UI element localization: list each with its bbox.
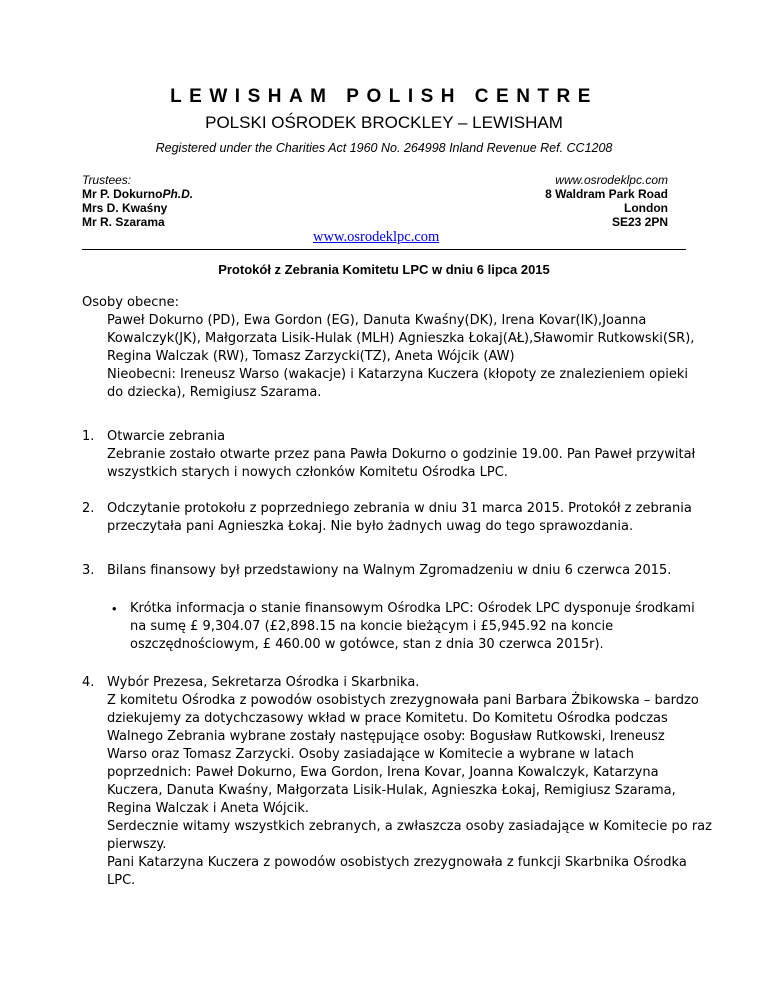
item-4-line: dziekujemy za dotychczasowy wkład w prace Komitetu. Do Komitetu Ośrodka podczas [107, 711, 668, 726]
registration-info: Registered under the Charities Act 1960 No. 264998 Inland Revenue Ref. CC1208 [155, 141, 613, 155]
document-title: Protokół z Zebrania Komitetu LPC w dniu 6 lipca 2015 [218, 262, 550, 277]
bullet-marker: • [112, 601, 117, 616]
item-3-line: Bilans finansowy był przedstawiony na Walnym Zgromadzeniu w dniu 6 czerwca 2015. [107, 563, 672, 578]
financial-summary [130, 600, 695, 654]
item-1-number: 1. [82, 429, 95, 444]
item-4-line: Regina Walczak i Aneta Wójcik. [107, 801, 309, 816]
item-1-line: Otwarcie zebrania [107, 429, 226, 444]
item-4-line: Kuczera, Danuta Kwaśny, Małgorzata Lisik-Hulak, Agnieszka Łokaj, Remigiusz Szarama, [107, 783, 676, 798]
attendees-line: do dziecka), Remigiusz Szarama. [107, 385, 322, 400]
address-website: www.osrodeklpc.com [555, 173, 668, 187]
trustees-label: Trustees: [82, 173, 132, 187]
attendees-line: Regina Walczak (RW), Tomasz Zarzycki(TZ), Aneta Wójcik (AW) [107, 349, 515, 364]
item-2 [107, 500, 692, 536]
item-4-line: poprzednich: Paweł Dokurno, Ewa Gordon, Irena Kovar, Joanna Kowalczyk, Katarzyna [107, 765, 659, 780]
attendees-heading [82, 294, 179, 312]
attendees-line: Nieobecni: Ireneusz Warso (wakacje) i Katarzyna Kuczera (kłopoty ze znalezieniem opieki [107, 367, 689, 382]
trustee-1 [82, 187, 193, 201]
item-4-line: LPC. [107, 873, 136, 888]
address-line-2: London [624, 201, 668, 215]
address-line-3: SE23 2PN [611, 215, 668, 229]
attendees-list [107, 312, 694, 402]
trustee-1-name: Mr P. Dokurno [82, 187, 163, 201]
trustee-3: Mr R. Szarama [82, 215, 165, 229]
website-link[interactable]: www.osrodeklpc.com [313, 229, 440, 245]
item-1 [107, 428, 695, 482]
organization-subtitle: POLSKI OŚRODEK BROCKLEY – LEWISHAM [205, 113, 563, 132]
item-4-line: Walnego Zebrania wybrane zostały następujące osoby: Bogusław Rutkowski, Ireneusz [107, 729, 665, 744]
attendees-line: Paweł Dokurno (PD), Ewa Gordon (EG), Danuta Kwaśny(DK), Irena Kovar(IK),Joanna [107, 313, 647, 328]
attendees-heading-text: Osoby obecne: [82, 295, 180, 310]
trustees-block [82, 173, 193, 229]
organization-title: LEWISHAM POLISH CENTRE [170, 86, 598, 107]
address-block [545, 173, 668, 229]
item-1-line: wszystkich starych i nowych członków Komitetu Ośrodka LPC. [107, 465, 508, 480]
financial-summary-line: na sumę £ 9,304.07 (£2,898.15 na koncie bieżącym i £5,945.92 na koncie [130, 619, 614, 634]
item-4-line: Pani Katarzyna Kuczera z powodów osobistych zrezygnowała z funkcji Skarbnika Ośrodka [107, 855, 687, 870]
financial-summary-line: oszczędnościowym, £ 460.00 w gotówce, stan z dnia 30 czerwca 2015r). [130, 637, 604, 652]
item-1-line: Zebranie zostało otwarte przez pana Pawła Dokurno o godzinie 19.00. Pan Paweł przywitał [107, 447, 696, 462]
item-3 [107, 562, 671, 580]
item-4-line: pierwszy. [107, 837, 167, 852]
item-2-number: 2. [82, 501, 95, 516]
item-4-line: Serdecznie witamy wszystkich zebranych, a zwłaszcza osoby zasiadające w Komitecie po raz [107, 819, 712, 834]
address-line-1: 8 Waldram Park Road [545, 187, 668, 201]
trustee-2: Mrs D. Kwaśny [82, 201, 168, 215]
header-divider [82, 249, 686, 250]
item-2-line: przeczytała pani Agnieszka Łokaj. Nie było żadnych uwag do tego sprawozdania. [107, 519, 634, 534]
item-3-number: 3. [82, 563, 95, 578]
item-4 [107, 674, 712, 890]
attendees-line: Kowalczyk(JK), Małgorzata Lisik-Hulak (MLH) Agnieszka Łokaj(AŁ),Sławomir Rutkowski(SR), [107, 331, 695, 346]
item-2-line: Odczytanie protokołu z poprzedniego zebrania w dniu 31 marca 2015. Protokół z zebrania [107, 501, 692, 516]
item-4-line: Z komitetu Ośrodka z powodów osobistych zrezygnowała pani Barbara Żbikowska – bardzo [107, 693, 699, 708]
item-4-line: Warso oraz Tomasz Zarzycki. Osoby zasiadające w Komitecie a wybrane w latach [107, 747, 635, 762]
financial-summary-line: Krótka informacja o stanie finansowym Ośrodka LPC: Ośrodek LPC dysponuje środkami [130, 601, 695, 616]
item-4-line: Wybór Prezesa, Sekretarza Ośrodka i Skarbnika. [107, 675, 420, 690]
trustee-1-suffix: Ph.D. [162, 187, 194, 201]
item-4-number: 4. [82, 675, 95, 690]
